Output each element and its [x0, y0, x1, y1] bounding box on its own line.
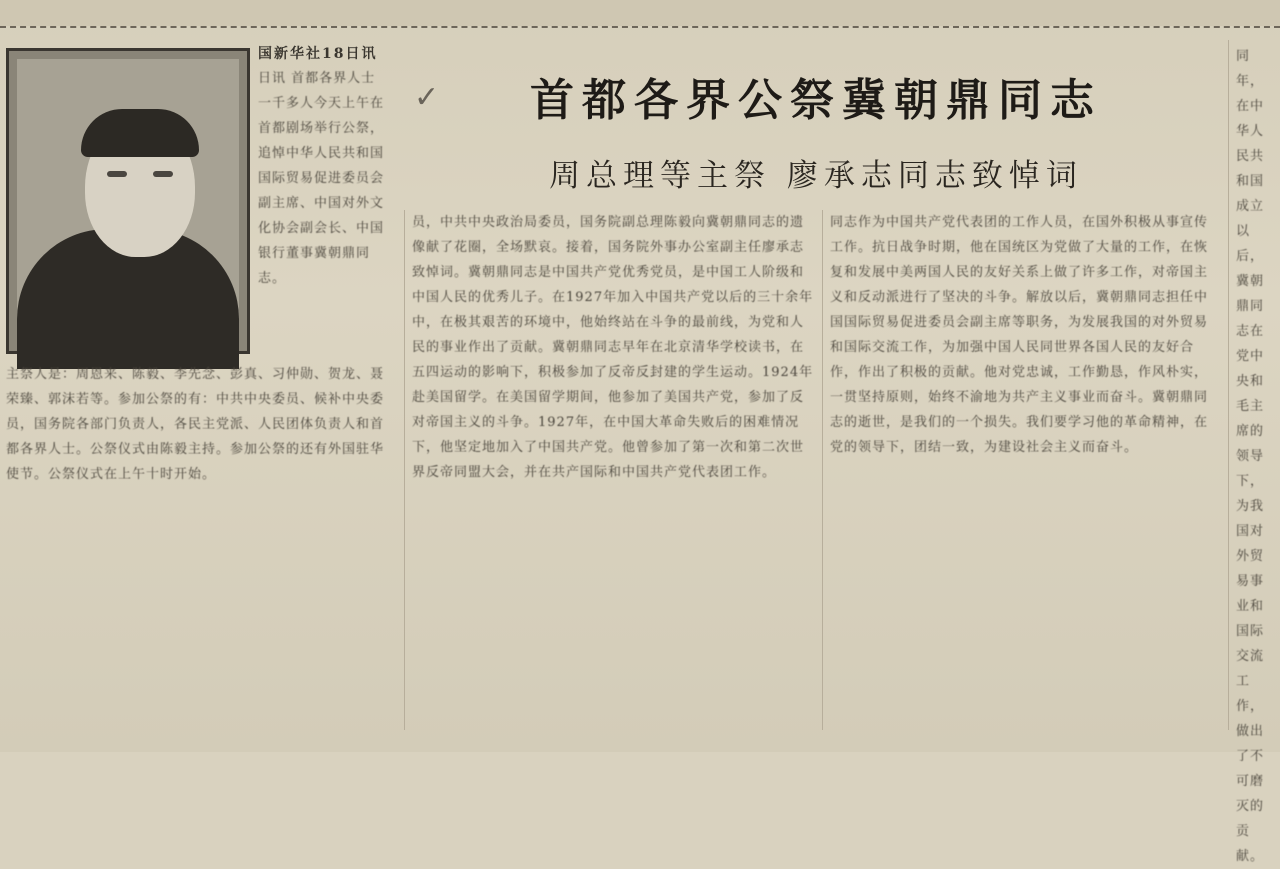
portrait-photo	[6, 48, 250, 354]
portrait-eye-right	[153, 171, 173, 177]
portrait-image	[17, 59, 239, 343]
article-column-1: 员，中共中央政治局委员，国务院副总理陈毅向冀朝鼎同志的遗像献了花圈，全场默哀。接着，国务院外事办公室副主任廖承志致悼词。冀朝鼎同志是中国共产党优秀党员，是中国工人阶级和中国人民的优秀儿子。在1927年加入中国共产党以后的三十余年中，在极其艰苦的环境中，他始终站在斗争的最前线，为党和人民的事业作出了贡献。冀朝鼎同志早年在北京清华学校读书，在五四运动的影响下，积极参加了反帝反封建的学生运动。1924年赴美国留学。在美国留学期间，他参加了美国共产党，参加了反对帝国主义的斗争。1927年，在中国大革命失败后的困难情况下，他坚定地加入了中国共产党。他曾参加了第一次和第二次世界反帝同盟大会，并在共产国际和中国共产党代表团工作。	[412, 215, 814, 480]
headline: 首都各界公祭冀朝鼎同志	[530, 75, 1102, 126]
dashed-rule	[0, 26, 1280, 31]
sidebar-text-bottom: 主祭人是：周恩来、陈毅、李先念、彭真、习仲勋、贺龙、聂荣臻、郭沫若等。参加公祭的有：中共中央委员、候补中央委员，国务院各部门负责人，各民主党派、人民团体负责人和首都各界人士。公祭仪式由陈毅主持。参加公祭的还有外国驻华使节。公祭仪式在上午十时开始。	[6, 367, 385, 482]
article-column-2: 同志作为中国共产党代表团的工作人员，在国外积极从事宣传工作。抗日战争时期，他在国统区为党做了大量的工作，在恢复和发展中美两国人民的友好关系上做了许多工作，对帝国主义和反动派进行了坚决的斗争。解放以后，冀朝鼎同志担任中国国际贸易促进委员会副主席等职务，为发展我国的对外贸易和国际交流工作，为加强中国人民同世界各国人民的友好合作，作出了积极的贡献。他对党忠诚，工作勤恳，作风朴实，一贯坚持原则，始终不渝地为共产主义事业而奋斗。冀朝鼎同志的逝世，是我们的一个损失。我们要学习他的革命精神，在党的领导下，团结一致，为建设社会主义而奋斗。	[830, 215, 1209, 455]
portrait-hair	[81, 109, 199, 157]
sidebar-text-top: 日讯 首都各界人士一千多人今天上午在首都剧场举行公祭，追悼中华人民共和国国际贸易促进委员会副主席、中国对外文化协会副会长、中国银行董事冀朝鼎同志。	[258, 71, 385, 286]
column-divider	[822, 210, 823, 730]
column-divider	[1228, 40, 1229, 730]
top-margin	[0, 0, 1280, 26]
column-divider	[404, 210, 405, 730]
check-mark-icon: ✓	[414, 80, 440, 115]
article-column-3: 同年，在中华人民共和国成立以后，冀朝鼎同志在党中央和毛主席的领导下，为我国对外贸易事业和国际交流工作，做出了不可磨灭的贡献。	[1236, 49, 1265, 864]
subheadline: 周总理等主祭 廖承志同志致悼词	[549, 158, 1083, 194]
portrait-eye-left	[107, 171, 127, 177]
dateline: 国新华社18日讯	[258, 46, 378, 62]
